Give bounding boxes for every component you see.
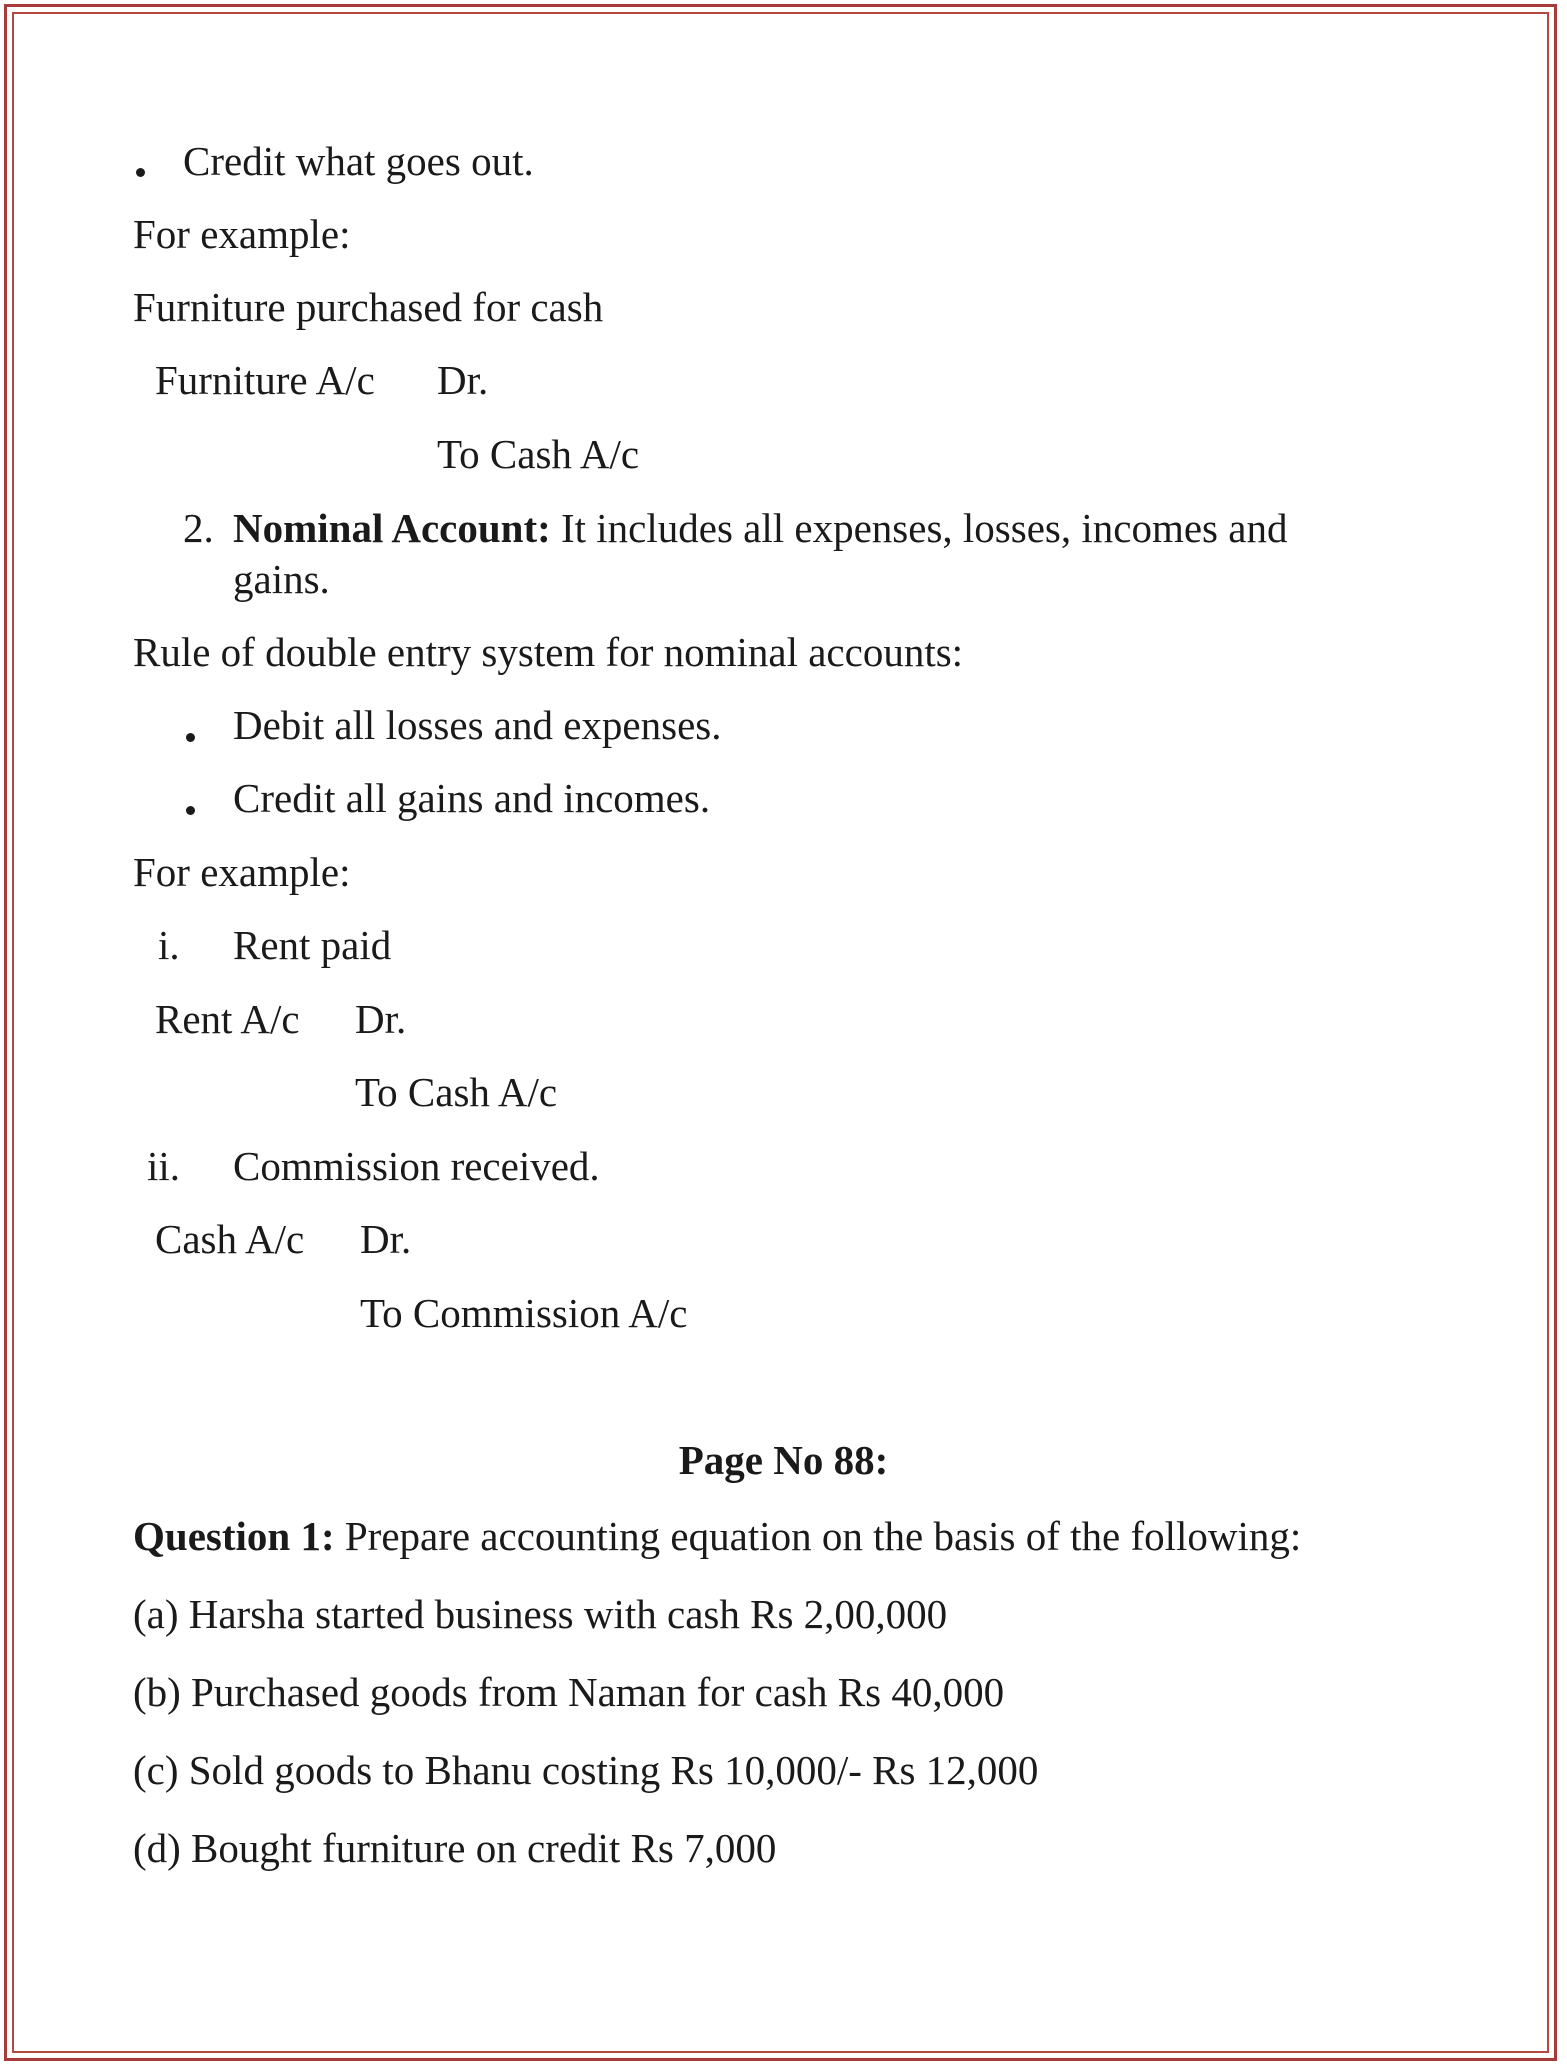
dr-label: Dr.: [437, 357, 489, 403]
bullet-icon: [186, 733, 195, 742]
furniture-ac-entry: Furniture A/c: [155, 357, 375, 403]
question-label: Question 1:: [133, 1513, 335, 1559]
rent-paid-text: Rent paid: [233, 922, 392, 968]
for-example-heading: For example:: [133, 849, 351, 895]
question-heading: [133, 1512, 1301, 1560]
bullet-credit-gains: Credit all gains and incomes.: [233, 775, 711, 821]
dr-label: Dr.: [355, 996, 407, 1042]
roman-ii: ii.: [147, 1143, 181, 1189]
furniture-purchased-text: Furniture purchased for cash: [133, 284, 604, 330]
bullet-debit-losses: Debit all losses and expenses.: [233, 702, 722, 748]
bullet-icon: [136, 168, 145, 177]
for-example-heading: For example:: [133, 211, 351, 257]
nominal-number: 2.: [183, 505, 214, 551]
nominal-heading: Nominal Account:: [233, 505, 551, 551]
to-cash-entry: To Cash A/c: [355, 1069, 558, 1115]
commission-received-text: Commission received.: [233, 1143, 600, 1189]
to-commission-entry: To Commission A/c: [360, 1290, 688, 1336]
question-item-d: (d) Bought furniture on credit Rs 7,000: [133, 1825, 777, 1871]
cash-ac-entry: Cash A/c: [155, 1216, 305, 1262]
bullet-icon: [186, 806, 195, 815]
question-item-c: (c) Sold goods to Bhanu costing Rs 10,000/- Rs 12,000: [133, 1747, 1039, 1793]
nominal-text-line2: gains.: [233, 556, 330, 602]
rent-ac-entry: Rent A/c: [155, 996, 300, 1042]
to-cash-entry: To Cash A/c: [437, 431, 640, 477]
bullet-credit-out: Credit what goes out.: [183, 138, 534, 184]
question-item-a: (a) Harsha started business with cash Rs 2,00,000: [133, 1591, 948, 1637]
nominal-text-line1: It includes all expenses, losses, incomes and: [561, 505, 1288, 551]
dr-label: Dr.: [360, 1216, 412, 1262]
question-item-b: (b) Purchased goods from Naman for cash Rs 40,000: [133, 1669, 1005, 1715]
page-number-heading: Page No 88:: [678, 1437, 889, 1483]
nominal-account-paragraph: [233, 504, 1287, 552]
question-text: Prepare accounting equation on the basis of the following:: [344, 1513, 1302, 1559]
rule-nominal-heading: Rule of double entry system for nominal accounts:: [133, 629, 964, 675]
roman-i: i.: [158, 922, 180, 968]
